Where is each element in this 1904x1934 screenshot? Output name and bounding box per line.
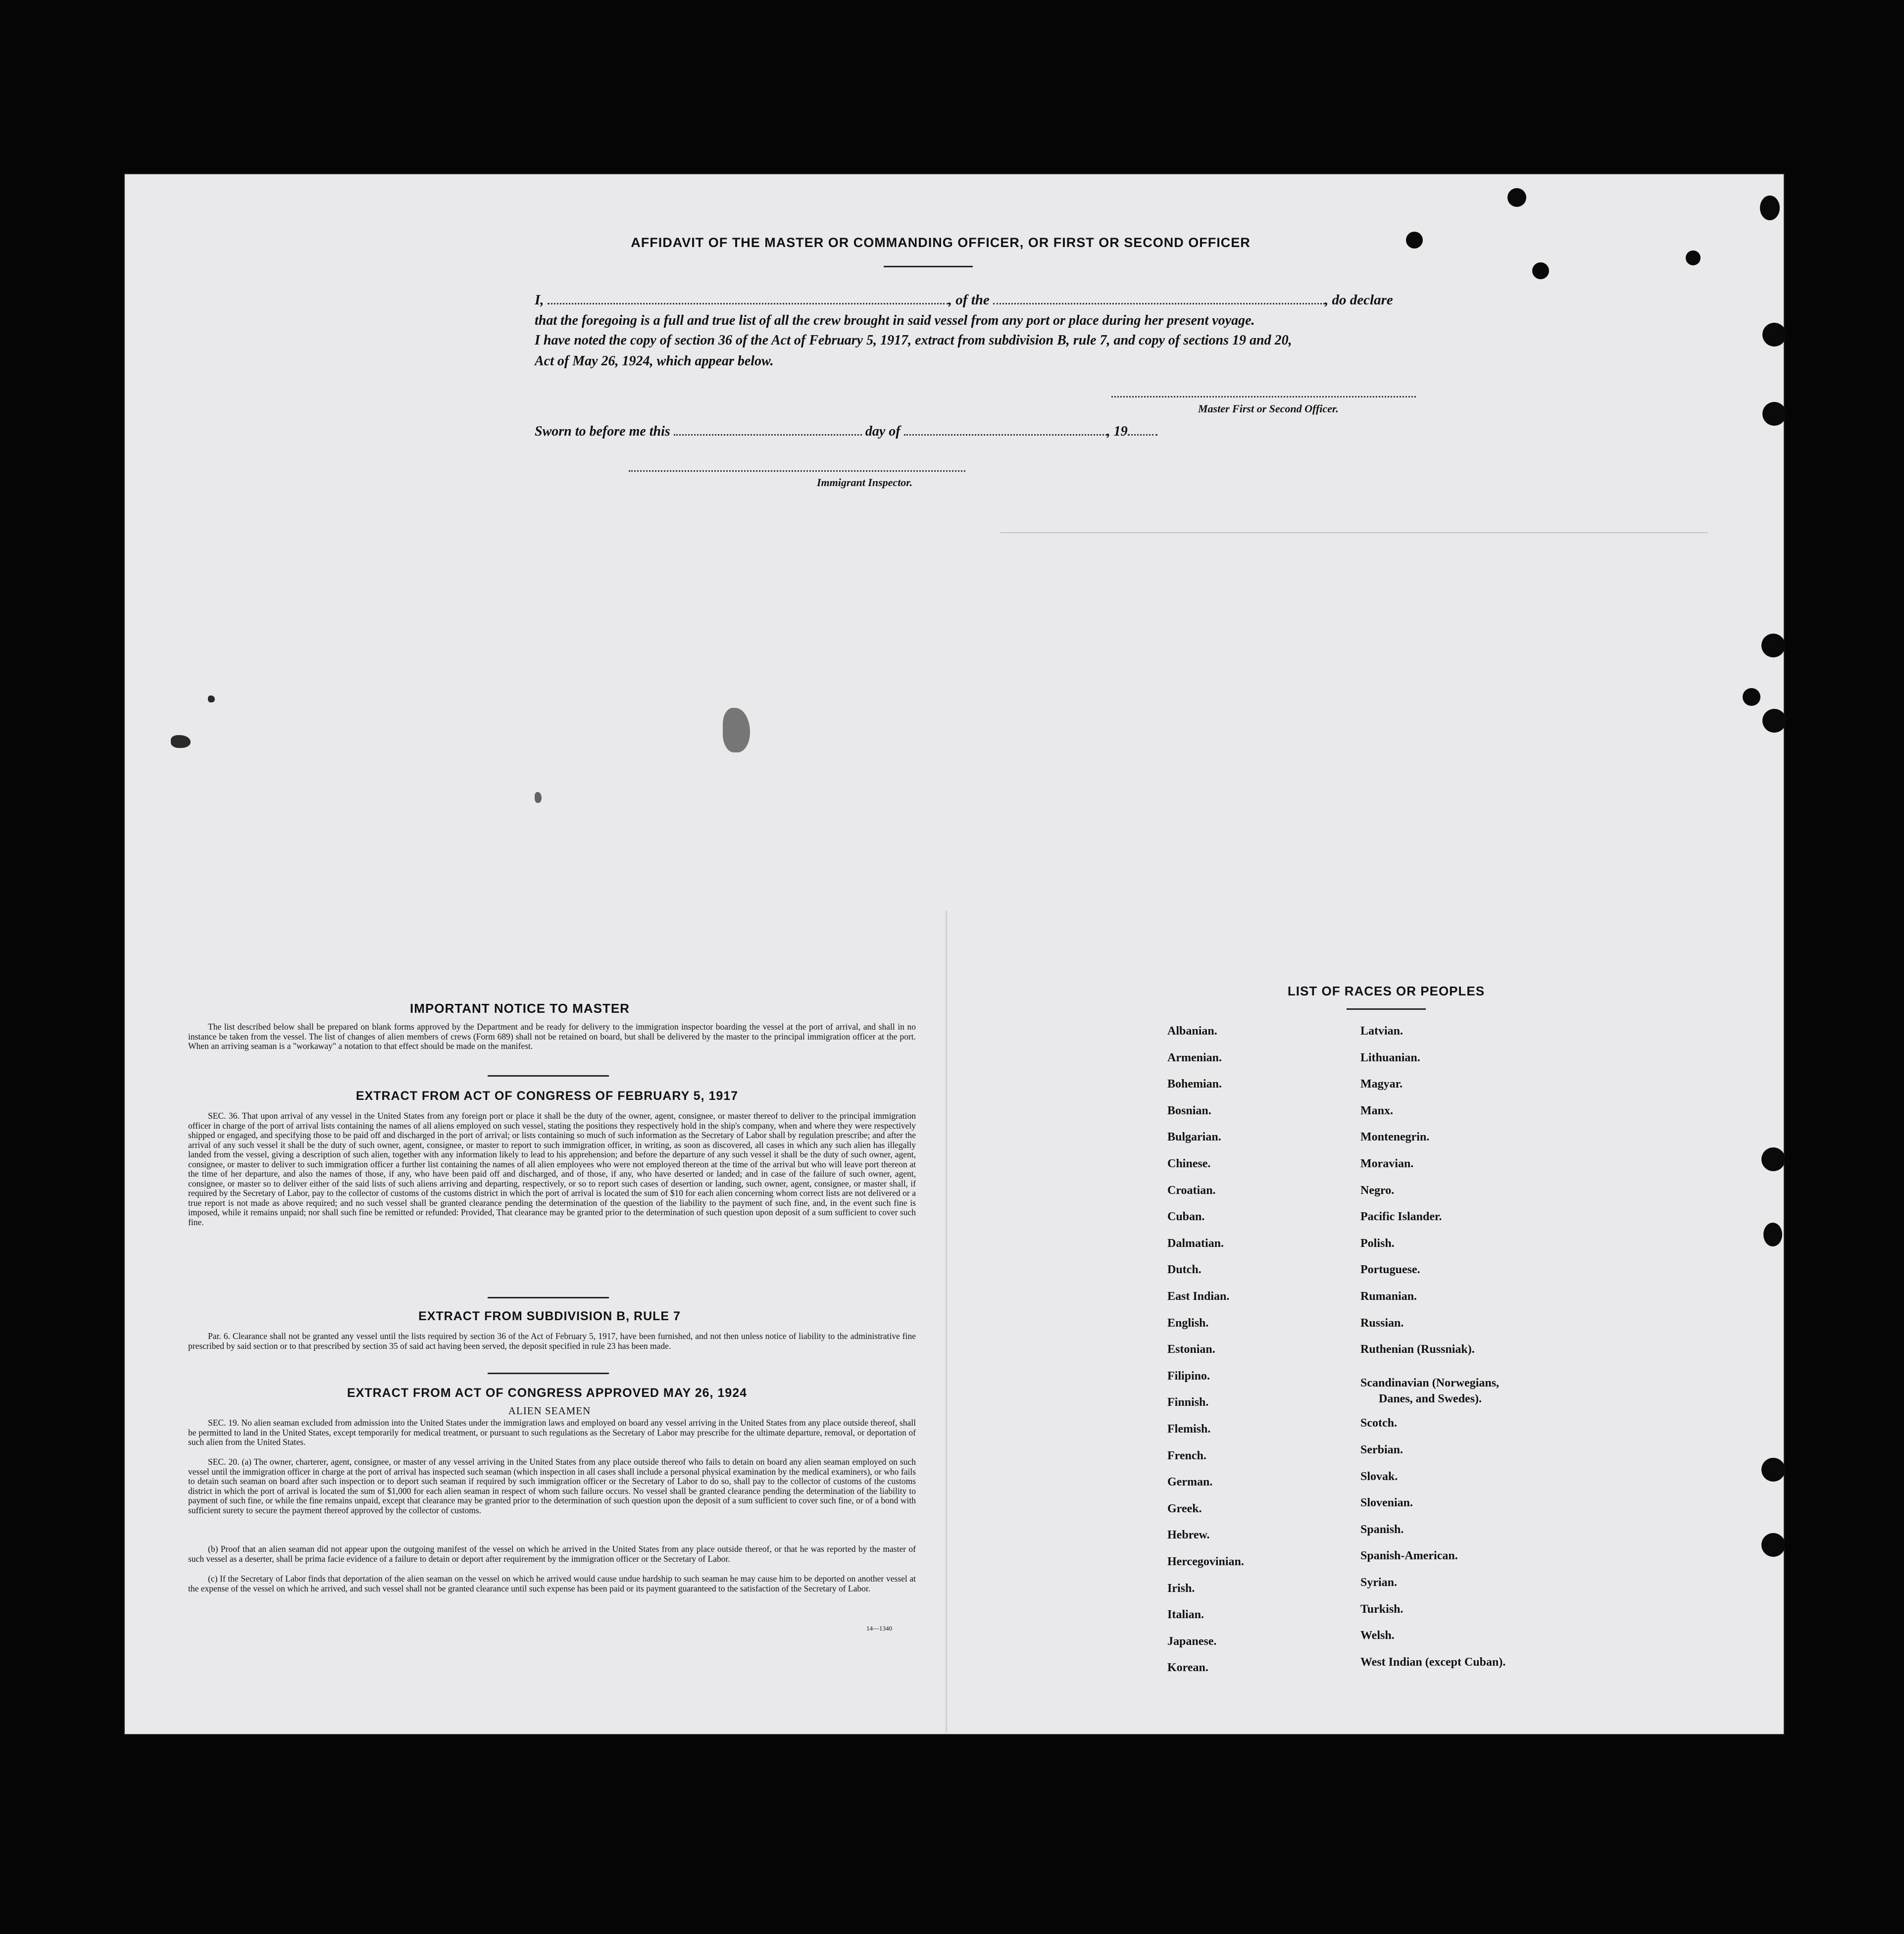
race-item: Korean. (1167, 1661, 1208, 1675)
sworn-a: Sworn to before me this (535, 424, 670, 439)
race-item: Ruthenian (Russniak). (1360, 1343, 1475, 1356)
sec20c-text: (c) If the Secretary of Labor finds that deportation of the alien seaman on the vessel on which he arrived would cause undue hardship to such seaman he may cause him to be deported on another vessel at the expense of the vessel on which he arrived, and such vessel shall not be granted clearance until such expense has been paid or its payment guaranteed to the satisfaction of the Secretary of Labor. (188, 1574, 916, 1593)
race-item: West Indian (except Cuban). (1360, 1655, 1506, 1669)
affidavit-line1-c: , do declare (1325, 292, 1393, 308)
race-item: Scotch. (1360, 1417, 1397, 1430)
race-item: English. (1167, 1316, 1209, 1330)
notice-text: The list described below shall be prepared on blank forms approved by the Department and be ready for delivery to the immigration inspector boarding the vessel at the port of arrival, and shall in no instance be taken from the vessel. The list of changes of alien members of crews (Form 689) shall not be retained on board, but shall be delivered by the master to the principal immigration officer at the port. When an arriving seaman is a "workaway" a notation to that effect should be made on the manifest. (188, 1022, 916, 1051)
race-item: Slovenian. (1360, 1496, 1413, 1510)
extract-1917-title: EXTRACT FROM ACT OF CONGRESS OF FEBRUARY 5, 1917 (355, 1089, 739, 1103)
race-item: Scandinavian (Norwegians, (1360, 1376, 1500, 1389)
punch-hole (1762, 402, 1786, 426)
race-item: Spanish-American. (1360, 1549, 1458, 1563)
sworn-c: , 19 (1106, 424, 1128, 439)
ink-blot (1532, 262, 1549, 279)
race-item: Dalmatian. (1167, 1237, 1224, 1250)
punch-hole (1686, 250, 1701, 265)
divider (488, 1075, 609, 1077)
ink-smudge (171, 735, 191, 748)
race-item: Croatian. (1167, 1184, 1216, 1197)
master-signature-line[interactable] (1111, 396, 1416, 397)
race-item: Turkish. (1360, 1602, 1403, 1616)
race-item: Hercegovinian. (1167, 1555, 1244, 1568)
race-item: Portuguese. (1360, 1263, 1420, 1277)
race-item: East Indian. (1167, 1290, 1230, 1303)
race-item: Japanese. (1167, 1635, 1217, 1648)
sworn-year-field[interactable] (1128, 424, 1157, 436)
inspector-signature-line[interactable] (629, 470, 965, 472)
notice-title: IMPORTANT NOTICE TO MASTER (410, 1001, 630, 1016)
ink-smudge (208, 695, 215, 702)
race-item: Latvian. (1360, 1025, 1403, 1038)
form-number: 14—1340 (866, 1625, 892, 1632)
races-title: LIST OF RACES OR PEOPLES (1287, 984, 1485, 998)
extract-1917-text: SEC. 36. That upon arrival of any vessel in the United States from any foreign port or place it shall be the duty of the owner, agent, consignee, or master thereof to deliver to the principal immigration officer in charge of the port of arrival lists containing the names of all aliens employed on such vessel, stating the positions they respectively hold in the ship's company, when and where they were respectively shipped or engaged, and specifying those to be paid off and discharged in the port of arrival; or lists containing so much of such information as the Secretary of Labor shall by regulation prescribe; and after the arrival of any such vessel it shall be the duty of such owner, agent, consignee, or master to report to such immigration officer, in writing, as soon as discovered, all cases in which any such alien has illegally landed from the vessel, giving a description of such alien, together with any information likely to lead to his apprehension; and before the departure of any such vessel it shall be the duty of such owner, agent, consignee, or master to deliver to such immigration officer a further list containing the names of all alien employees who were not employed thereon at the time of the arrival but who will leave port thereon at the time of her departure, and also the names of those, if any, who have been paid off and discharged, and of those, if any, who have deserted or landed; and in case of the failure of such owner, agent, consignee, or master so to deliver either of the said lists of such aliens arriving and departing, respectively, or so to report such cases of desertion or landing, such owner, agent, consignee, or master shall, if required by the Secretary of Labor, pay to the collector of customs of the customs district in which the port of arrival is located the sum of $10 for each alien concerning whom correct lists are not delivered or a true report is not made as above required; and no such vessel shall be granted clearance pending the determination of the question of the liability to the payment of such fine, and, in the event such fine is imposed, while it remains unpaid; nor shall such fine be remitted or refunded: Provided, That clearance may be granted prior to the determination of such question upon deposit of a sum sufficient to cover such fine. (188, 1111, 916, 1227)
punch-hole (1507, 188, 1526, 207)
race-item: Cuban. (1167, 1210, 1205, 1224)
punch-hole (1743, 688, 1760, 706)
races-underline (1347, 1008, 1426, 1010)
sec20a-text: SEC. 20. (a) The owner, charterer, agent, consignee, or master of any vessel arriving in the United States from any place outside thereof who fails to detain on board any alien seaman employed on such vessel until the immigration officer in charge at the port of arrival has inspected such seaman (which inspection in all cases shall include a personal physical examination by the medical examiners), or who fails to detain such seaman on board after such inspection or to deport such seaman if required by such immigration officer or the Secretary of Labor to do so, shall pay to the collector of customs of the customs district in which the port of arrival is located the sum of $1,000 for each alien seaman in respect of whom such failure occurs. No vessel shall be granted clearance pending the determination of the liability to payment of such fine, or while the fine remains unpaid, except that clearance may be granted prior to the determination of such question upon the deposit of a sum sufficient to cover such fine, or of a bond with sufficient surety to secure the payment thereof approved by the collector of customs. (188, 1457, 916, 1515)
race-item: Manx. (1360, 1104, 1393, 1117)
affidavit-title: AFFIDAVIT OF THE MASTER OR COMMANDING OFFICER, OR FIRST OR SECOND OFFICER (631, 235, 1251, 250)
document-page (124, 173, 1785, 1735)
race-item: Welsh. (1360, 1629, 1395, 1642)
sworn-b: day of (865, 424, 901, 439)
race-item: Finnish. (1167, 1396, 1209, 1409)
sworn-line (535, 424, 1277, 440)
race-item: Albanian. (1167, 1025, 1217, 1038)
race-item: Danes, and Swedes). (1379, 1392, 1482, 1405)
master-name-field[interactable] (548, 292, 949, 304)
race-item: Italian. (1167, 1608, 1204, 1622)
affidavit-line-3: I have noted the copy of section 36 of the Act of February 5, 1917, extract from subdivision B, rule 7, and copy of sections 19 and 20, (535, 333, 1292, 348)
fold-line (946, 911, 947, 1733)
ink-smudge (535, 792, 542, 803)
race-item: Pacific Islander. (1360, 1210, 1442, 1224)
sworn-day-field[interactable] (674, 424, 862, 436)
race-item: Filipino. (1167, 1369, 1210, 1383)
faint-line (1000, 532, 1708, 533)
race-item: Syrian. (1360, 1576, 1398, 1589)
race-item: Spanish. (1360, 1523, 1404, 1536)
sec19-text: SEC. 19. No alien seaman excluded from admission into the United States under the immigration laws and employed on board any vessel arriving in the United States from any place outside thereof, shall be permitted to land in the United States, except temporarily for medical treatment, or pursuant to such regulations as the Secretary of Labor may prescribe for the ultimate departure, removal, or deportation of such alien from the United States. (188, 1418, 916, 1447)
ink-smudge (723, 708, 750, 752)
extract-1924-title: EXTRACT FROM ACT OF CONGRESS APPROVED MAY 26, 1924 (347, 1386, 748, 1400)
affidavit-line-2: that the foregoing is a full and true list of all the crew brought in said vessel from any port or place during her present voyage. (535, 313, 1255, 328)
race-item: Estonian. (1167, 1343, 1215, 1356)
race-item: Greek. (1167, 1502, 1202, 1515)
race-item: Lithuanian. (1360, 1051, 1420, 1064)
race-item: Bohemian. (1167, 1078, 1222, 1091)
sec20b-text: (b) Proof that an alien seaman did not appear upon the outgoing manifest of the vessel on which he arrived in the United States from any place outside thereof, or that he was reported by the master of such vessel as a deserter, shall be prima facie evidence of a failure to detain or deport after requirement by the immigration officer or the Secretary of Labor. (188, 1544, 916, 1564)
affidavit-line1-b: , of the (948, 292, 990, 308)
race-item: Armenian. (1167, 1051, 1222, 1064)
race-item: Serbian. (1360, 1443, 1403, 1456)
race-item: Flemish. (1167, 1423, 1211, 1436)
race-item: French. (1167, 1449, 1206, 1462)
race-item: Slovak. (1360, 1470, 1398, 1483)
race-item: Bulgarian. (1167, 1131, 1221, 1144)
punch-hole (1761, 1147, 1785, 1171)
race-item: Russian. (1360, 1316, 1404, 1330)
race-item: Dutch. (1167, 1263, 1202, 1277)
race-item: Magyar. (1360, 1078, 1403, 1091)
punch-hole (1760, 196, 1780, 220)
vessel-name-field[interactable] (993, 292, 1325, 304)
title-underline (884, 266, 973, 267)
race-item: German. (1167, 1476, 1213, 1489)
divider (488, 1373, 609, 1374)
subdivision-title: EXTRACT FROM SUBDIVISION B, RULE 7 (418, 1309, 681, 1323)
race-item: Moravian. (1360, 1157, 1414, 1170)
punch-hole (1761, 634, 1785, 657)
race-item: Irish. (1167, 1582, 1195, 1595)
inspector-label: Immigrant Inspector. (817, 476, 913, 489)
affidavit-line-4: Act of May 26, 1924, which appear below. (535, 353, 774, 369)
race-item: Hebrew. (1167, 1529, 1210, 1542)
ink-blot (1406, 232, 1423, 248)
extract-1924-subtitle: ALIEN SEAMEN (508, 1405, 591, 1417)
affidavit-line-1 (535, 292, 1559, 308)
punch-hole (1762, 709, 1786, 733)
punch-hole (1761, 1458, 1785, 1482)
sworn-month-field[interactable] (904, 424, 1107, 436)
master-signature-label: Master First or Second Officer. (1198, 402, 1339, 415)
punch-hole (1763, 1223, 1782, 1246)
race-item: Polish. (1360, 1237, 1395, 1250)
race-item: Rumanian. (1360, 1290, 1417, 1303)
subdivision-text: Par. 6. Clearance shall not be granted any vessel until the lists required by section 36 of the Act of February 5, 1917, have been furnished, and not then unless notice of liability to the administrative fine prescribed by said section or to that prescribed by section 35 of said act having been served, the deposit specified in rule 23 has been made. (188, 1331, 916, 1351)
punch-hole (1761, 1533, 1785, 1557)
affidavit-line1-a: I, (535, 292, 544, 308)
race-item: Negro. (1360, 1184, 1395, 1197)
race-item: Montenegrin. (1360, 1131, 1430, 1144)
race-item: Bosnian. (1167, 1104, 1211, 1117)
race-item: Chinese. (1167, 1157, 1211, 1170)
punch-hole (1762, 323, 1786, 347)
divider (488, 1297, 609, 1298)
